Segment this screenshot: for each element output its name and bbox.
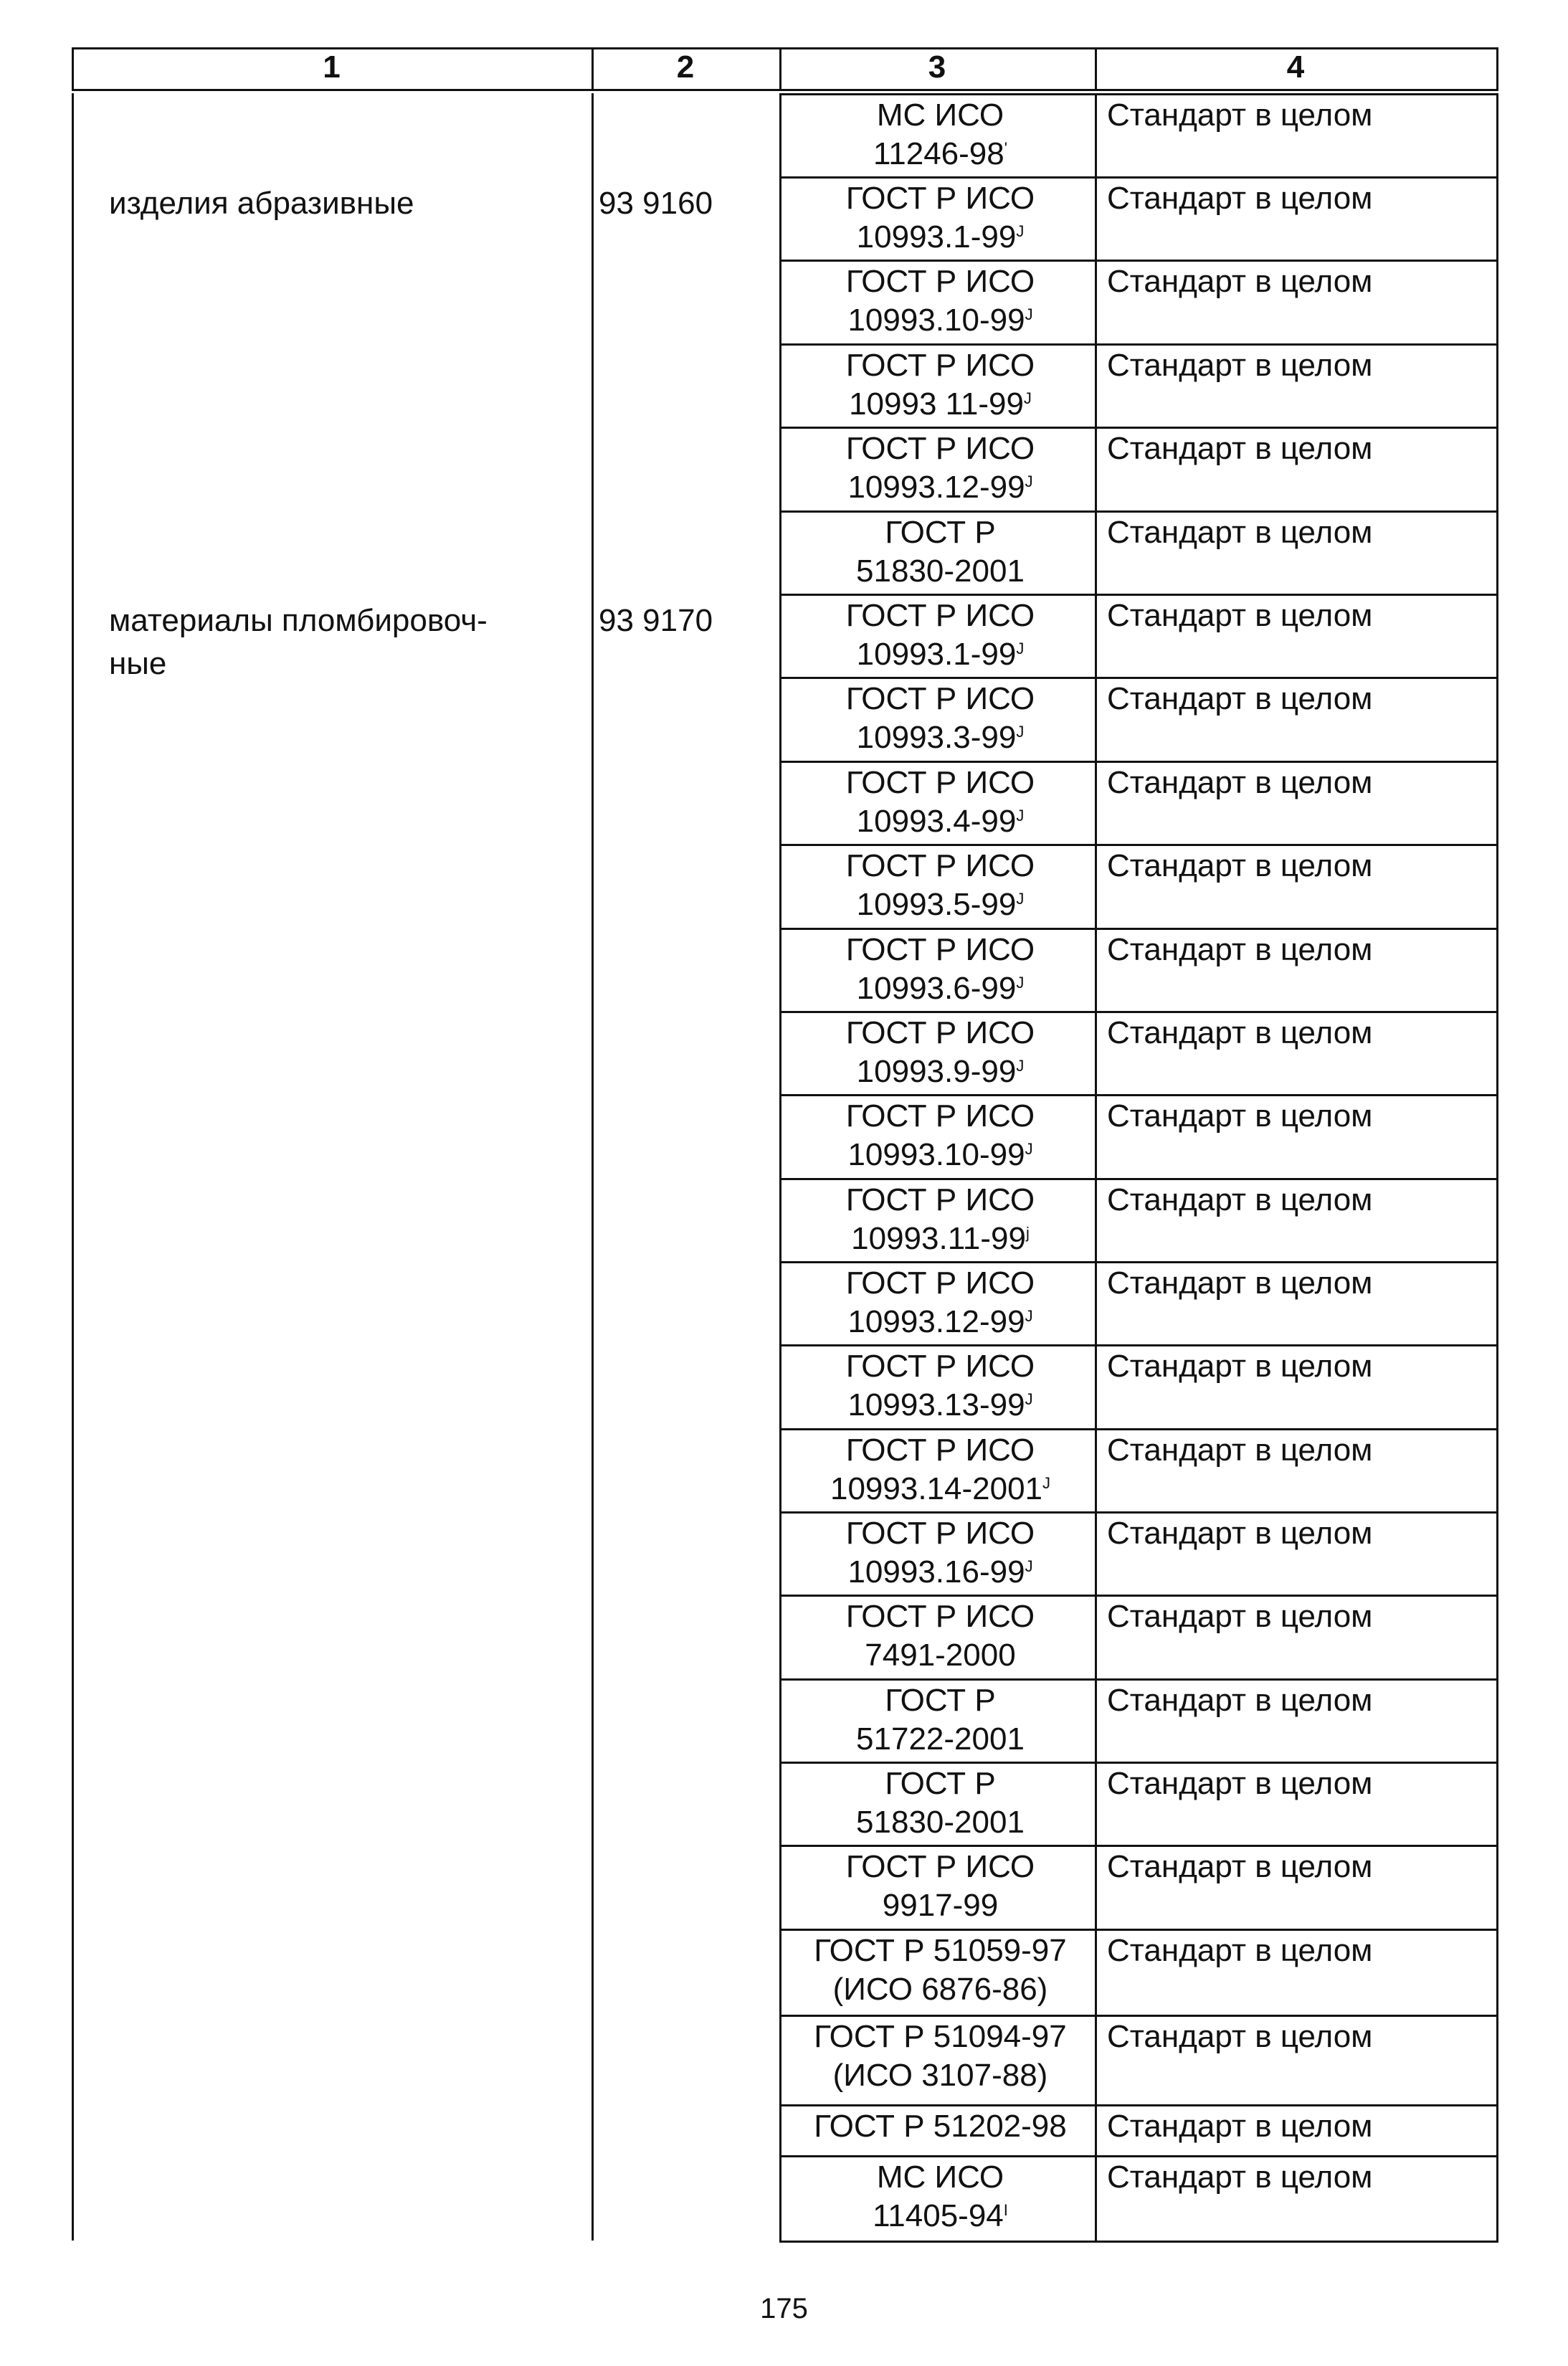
- standard-designation: [786, 1681, 1095, 1759]
- standard-line-2: 51722-2001: [856, 1721, 1025, 1757]
- column-divider: [591, 93, 594, 2241]
- row-border: [779, 510, 1498, 513]
- standard-line-2: $11405-94^I$: [873, 2198, 1008, 2233]
- footnote-mark: I: [1003, 2201, 1008, 2219]
- row-border: [779, 1094, 1498, 1096]
- standard-line-2: $10993.6-99^J$: [856, 971, 1025, 1006]
- standard-designation: [786, 1347, 1095, 1425]
- product-group-code: 93 9170: [599, 603, 713, 638]
- standard-line-1: ГОСТ Р ИСО: [845, 932, 1035, 967]
- header-bottom-border: [72, 89, 1498, 91]
- column-divider: [779, 93, 781, 2243]
- standard-line-1: ГОСТ Р ИСО: [845, 1098, 1035, 1134]
- standard-line-1: ГОСТ Р ИСО: [845, 1349, 1035, 1384]
- scope-of-application: Стандарт в целом: [1107, 1015, 1373, 1050]
- standard-line-1: ГОСТ Р: [885, 515, 996, 550]
- standard-designation: [786, 513, 1095, 591]
- standard-line-2: 11246-98': [873, 136, 1007, 171]
- footnote-mark: J: [1016, 723, 1025, 741]
- standard-line-1: ГОСТ Р ИСО: [845, 431, 1035, 466]
- scope-of-application: Стандарт в целом: [1107, 1683, 1373, 1718]
- standard-line-2: $10993.13-99^J$: [847, 1387, 1033, 1422]
- column-header-1: 1: [323, 49, 341, 85]
- standard-line-2: (ИСО 3107-88): [832, 2058, 1048, 2093]
- row-border: [779, 1762, 1498, 1764]
- footnote-mark: J: [1025, 1557, 1033, 1575]
- standard-line-1: ГОСТ Р: [885, 1683, 996, 1718]
- row-border: [779, 2241, 1498, 2243]
- standard-line-2: $10993.14-2001^J$: [830, 1471, 1051, 1506]
- standard-designation: [786, 680, 1095, 757]
- standard-line-1: ГОСТ Р ИСО: [845, 1849, 1035, 1884]
- scope-of-application: Стандарт в целом: [1107, 431, 1373, 466]
- row-border: [779, 1344, 1498, 1346]
- standard-line-1: ГОСТ Р ИСО: [845, 848, 1035, 883]
- standard-line-1: ГОСТ Р ИСО: [845, 181, 1035, 216]
- scope-of-application: Стандарт в целом: [1107, 1933, 1373, 1968]
- scope-of-application: Стандарт в целом: [1107, 932, 1373, 967]
- row-border: [779, 2104, 1498, 2106]
- scope-of-application: Стандарт в целом: [1107, 181, 1373, 216]
- standard-line-1: ГОСТ Р ИСО: [845, 681, 1035, 716]
- standard-designation: [786, 429, 1095, 507]
- product-group-code: 93 9160: [599, 186, 713, 221]
- row-border: [779, 761, 1498, 763]
- column-header-2: 2: [676, 49, 695, 85]
- standard-designation: [786, 847, 1095, 924]
- standard-designation: [786, 2018, 1095, 2095]
- row-border: [779, 176, 1498, 179]
- scope-of-application: Стандарт в целом: [1107, 264, 1373, 299]
- product-group-name: материалы пломбировоч- ные: [109, 603, 488, 681]
- scope-of-application: Стандарт в целом: [1107, 2019, 1373, 2054]
- scope-of-application: Стандарт в целом: [1107, 848, 1373, 883]
- standard-designation: [786, 931, 1095, 1008]
- scope-of-application: Стандарт в целом: [1107, 98, 1373, 133]
- scope-of-application: Стандарт в целом: [1107, 1516, 1373, 1551]
- row-border: [779, 1178, 1498, 1180]
- footnote-mark: j: [1025, 1224, 1030, 1242]
- scope-of-application: Стандарт в целом: [1107, 1098, 1373, 1134]
- scope-of-application: Стандарт в целом: [1107, 765, 1373, 800]
- standard-designation: [786, 1848, 1095, 1925]
- standard-line-2: $10993.1-99^J$: [856, 219, 1025, 255]
- standard-line-2: $10993.5-99^J$: [856, 887, 1025, 922]
- standard-designation: [786, 1514, 1095, 1592]
- row-border: [779, 1511, 1498, 1514]
- footnote-mark: J: [1016, 222, 1025, 240]
- footnote-mark: J: [1016, 1057, 1025, 1075]
- row-border: [779, 93, 1498, 95]
- row-border: [779, 1595, 1498, 1597]
- footnote-mark: J: [1025, 1307, 1033, 1325]
- standard-designation: [786, 764, 1095, 841]
- column-divider: [72, 93, 74, 2241]
- row-border: [779, 1678, 1498, 1681]
- standard-line-1: ГОСТ Р 51059-97: [814, 1933, 1067, 1968]
- footnote-mark: J: [1016, 640, 1025, 657]
- standard-line-1: МС ИСО: [876, 2160, 1004, 2195]
- standard-designation: [786, 1264, 1095, 1341]
- standard-designation: [786, 96, 1095, 174]
- footnote-mark: J: [1042, 1474, 1051, 1492]
- row-border: [779, 1261, 1498, 1263]
- standard-line-2: $10993.10-99^J$: [847, 1137, 1033, 1172]
- footnote-mark: J: [1025, 305, 1033, 323]
- scope-of-application: Стандарт в целом: [1107, 1766, 1373, 1801]
- scope-of-application: Стандарт в целом: [1107, 1849, 1373, 1884]
- standard-line-2: $10993.12-99^J$: [847, 1304, 1033, 1339]
- row-border: [779, 928, 1498, 930]
- row-border: [779, 2015, 1498, 2017]
- standard-line-2: 10993 $11-99^J$: [849, 386, 1032, 422]
- row-border: [779, 1011, 1498, 1013]
- standard-line-1: ГОСТ Р ИСО: [845, 264, 1035, 299]
- product-group-name: изделия абразивные: [109, 186, 414, 221]
- standard-line-1: ГОСТ Р ИСО: [845, 1182, 1035, 1217]
- footnote-mark: J: [1016, 807, 1025, 825]
- standard-designation: [786, 597, 1095, 674]
- column-divider: [1095, 93, 1097, 2243]
- footnote-mark: J: [1016, 974, 1025, 992]
- page-number: 175: [760, 2293, 808, 2324]
- standard-line-2: $10993.4-99^J$: [856, 804, 1025, 839]
- footnote-mark: J: [1025, 1140, 1033, 1158]
- scope-of-application: Стандарт в целом: [1107, 681, 1373, 716]
- row-border: [779, 343, 1498, 346]
- scope-of-application: Стандарт в целом: [1107, 1433, 1373, 1468]
- row-border: [779, 1428, 1498, 1430]
- row-border: [779, 427, 1498, 429]
- standard-line-2: $10993.1-99^J$: [856, 637, 1025, 672]
- standard-line-1: ГОСТ Р ИСО: [845, 1433, 1035, 1468]
- standard-designation: [786, 179, 1095, 257]
- standard-designation: [786, 1597, 1095, 1675]
- scope-of-application: Стандарт в целом: [1107, 515, 1373, 550]
- scope-of-application: Стандарт в целом: [1107, 598, 1373, 633]
- scope-of-application: Стандарт в целом: [1107, 1182, 1373, 1217]
- standard-designation: [786, 1181, 1095, 1258]
- footnote-mark: J: [1025, 1390, 1033, 1408]
- scope-of-application: Стандарт в целом: [1107, 348, 1373, 383]
- row-border: [779, 844, 1498, 846]
- standard-line-2: 10993.11-99$^j$: [851, 1221, 1030, 1256]
- row-border: [779, 260, 1498, 262]
- standard-designation: [786, 1097, 1095, 1174]
- footnote-mark: J: [1025, 472, 1033, 490]
- footnote-mark: ': [1004, 139, 1007, 157]
- standard-line-1: ГОСТ Р 51094-97: [814, 2019, 1067, 2054]
- scope-of-application: Стандарт в целом: [1107, 2160, 1373, 2195]
- standard-line-2: 51830-2001: [856, 1805, 1025, 1840]
- standard-line-2: $10993.9-99^J$: [856, 1054, 1025, 1089]
- standard-designation: [786, 2158, 1095, 2236]
- standard-line-2: $10993.3-99^J$: [856, 720, 1025, 755]
- standard-designation: [786, 1431, 1095, 1509]
- standard-line-1: ГОСТ Р 51202-98: [814, 2109, 1067, 2144]
- standard-line-1: МС ИСО: [876, 98, 1004, 133]
- standard-line-1: ГОСТ Р ИСО: [845, 348, 1035, 383]
- standard-designation: [786, 2107, 1095, 2146]
- standard-line-2: 51830-2001: [856, 554, 1025, 589]
- row-border: [779, 1929, 1498, 1931]
- scope-of-application: Стандарт в целом: [1107, 1265, 1373, 1301]
- standard-designation: [786, 1014, 1095, 1091]
- standard-line-1: ГОСТ Р ИСО: [845, 1516, 1035, 1551]
- standard-line-1: ГОСТ Р ИСО: [845, 598, 1035, 633]
- column-header-4: 4: [1286, 49, 1305, 85]
- column-header-3: 3: [928, 49, 946, 85]
- standard-line-1: ГОСТ Р ИСО: [845, 765, 1035, 800]
- column-divider: [1496, 93, 1498, 2243]
- standard-designation: [786, 1932, 1095, 2009]
- row-border: [779, 2155, 1498, 2157]
- scope-of-application: Стандарт в целом: [1107, 2109, 1373, 2144]
- standard-line-1: ГОСТ Р: [885, 1766, 996, 1801]
- standard-line-2: $10993.10-99^J$: [847, 303, 1033, 338]
- standard-line-2: $10993.16-99^J$: [847, 1554, 1033, 1590]
- footnote-mark: J: [1023, 389, 1032, 407]
- standard-line-2: 7491-2000: [865, 1638, 1016, 1673]
- scope-of-application: Стандарт в целом: [1107, 1599, 1373, 1634]
- row-border: [779, 1845, 1498, 1847]
- row-border: [779, 594, 1498, 596]
- standard-line-2: $10993.12-99^J$: [847, 470, 1033, 505]
- scope-of-application: Стандарт в целом: [1107, 1349, 1373, 1384]
- standard-line-2: 9917-99: [882, 1888, 999, 1923]
- row-border: [779, 677, 1498, 679]
- standard-designation: [786, 1764, 1095, 1842]
- standard-line-1: ГОСТ Р ИСО: [845, 1015, 1035, 1050]
- standard-designation: [786, 346, 1095, 424]
- standard-line-1: ГОСТ Р ИСО: [845, 1599, 1035, 1634]
- standard-line-1: ГОСТ Р ИСО: [845, 1265, 1035, 1301]
- footnote-mark: J: [1016, 890, 1025, 908]
- header-divider: [1496, 47, 1498, 91]
- standard-line-2: (ИСО 6876-86): [832, 1972, 1048, 2007]
- standard-designation: [786, 262, 1095, 340]
